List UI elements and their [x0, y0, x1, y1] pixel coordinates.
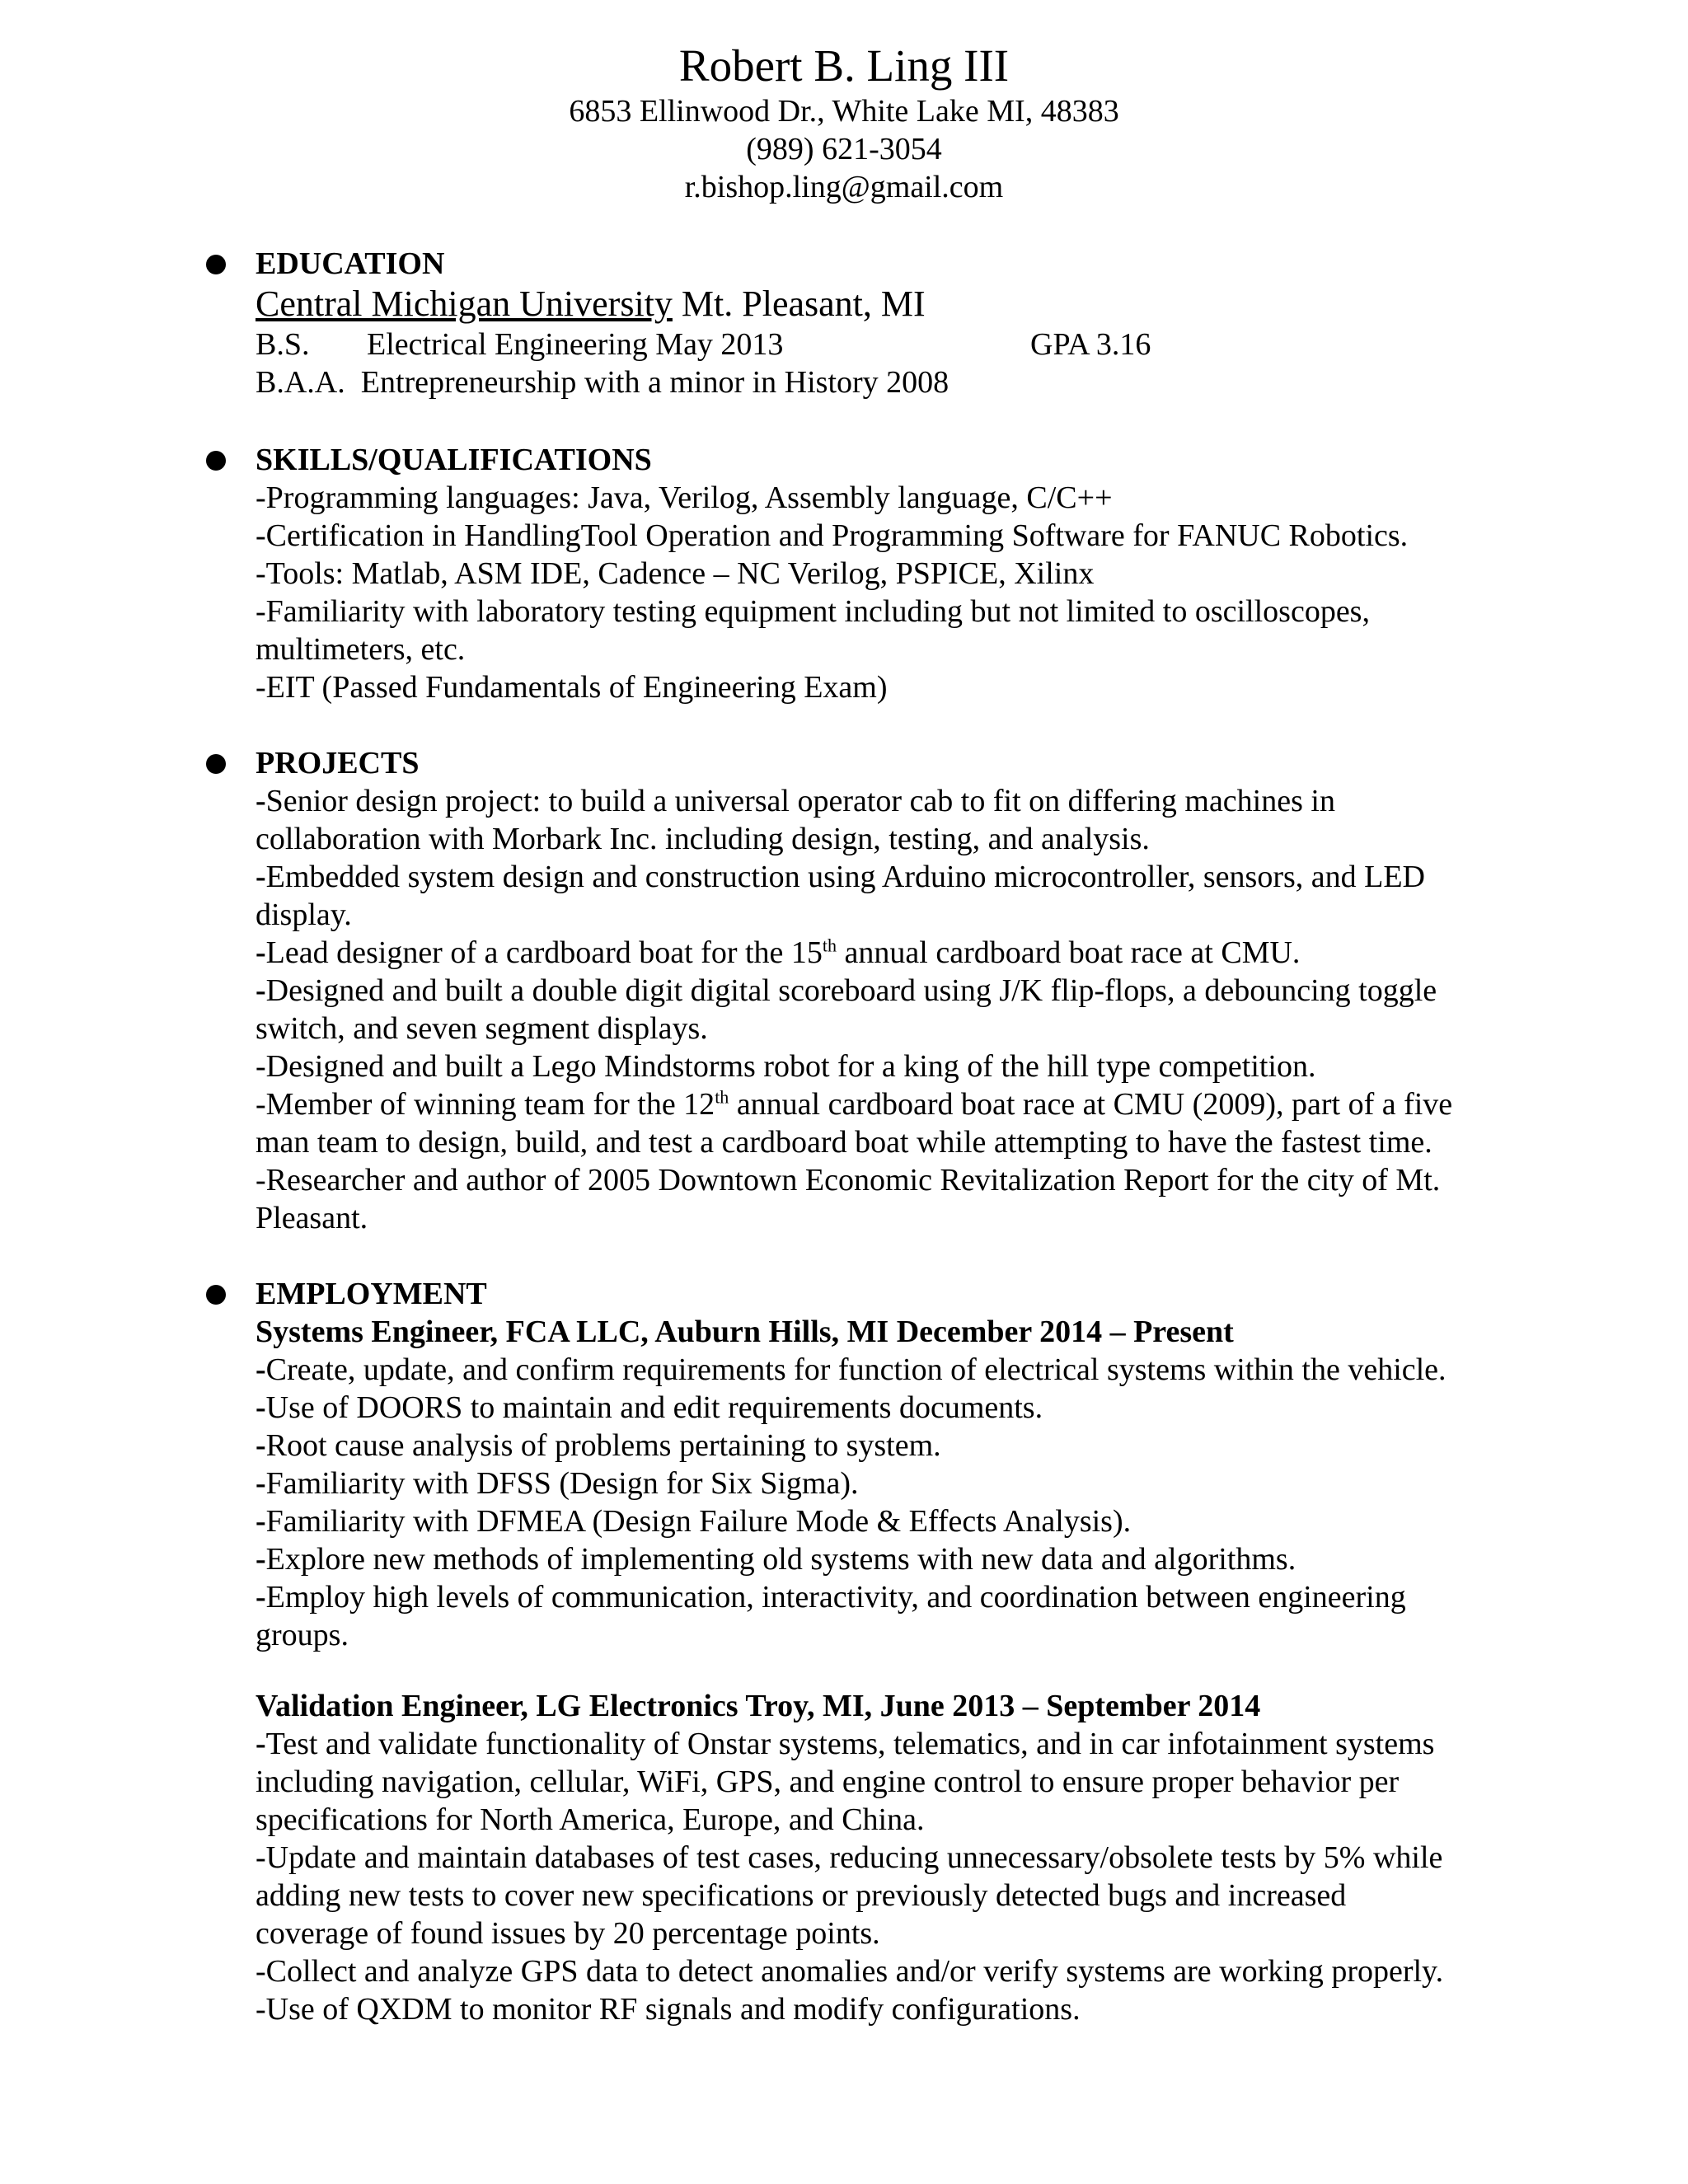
list-item: -Lead designer of a cardboard boat for the 15th annual cardboard boat race at CMU.	[256, 935, 1301, 970]
projects-section	[206, 744, 1525, 1237]
list-item: -Programming languages: Java, Verilog, Assembly language, C/C++	[256, 480, 1113, 515]
list-item: -Embedded system design and construction using Arduino microcontroller, sensors, and LED	[256, 860, 1425, 894]
list-item: -Familiarity with laboratory testing equipment including but not limited to oscilloscopes,	[256, 594, 1370, 629]
list-item: -Member of winning team for the 12th annual cardboard boat race at CMU (2009), part of a five	[256, 1086, 1453, 1122]
list-item: groups.	[256, 1618, 349, 1652]
address: 6853 Ellinwood Dr., White Lake MI, 48383	[569, 94, 1119, 129]
list-item: -Use of DOORS to maintain and edit requirements documents.	[256, 1390, 1043, 1425]
list-item: -Senior design project: to build a universal operator cab to fit on differing machines in	[256, 784, 1335, 818]
list-item: -Explore new methods of implementing old systems with new data and algorithms.	[256, 1542, 1296, 1577]
section-heading: SKILLS/QUALIFICATIONS	[256, 443, 652, 477]
list-item: -Familiarity with DFMEA (Design Failure Mode & Effects Analysis).	[256, 1504, 1132, 1539]
list-item: -Familiarity with DFSS (Design for Six Sigma).	[256, 1466, 859, 1501]
school-name: Central Michigan University	[256, 284, 673, 324]
list-item: -Tools: Matlab, ASM IDE, Cadence – NC Verilog, PSPICE, Xilinx	[256, 556, 1095, 591]
list-item: -Researcher and author of 2005 Downtown Economic Revitalization Report for the city of Mt.	[256, 1163, 1441, 1197]
gpa: GPA 3.16	[1030, 327, 1151, 362]
list-item: -Use of QXDM to monitor RF signals and modify configurations.	[256, 1992, 1081, 2027]
school-line	[256, 283, 1525, 326]
list-item: multimeters, etc.	[256, 632, 466, 667]
school-location: Mt. Pleasant, MI	[681, 284, 926, 324]
bullet-icon	[206, 255, 226, 274]
section-heading: EMPLOYMENT	[256, 1277, 487, 1311]
degree-row	[256, 363, 1525, 401]
email: r.bishop.ling@gmail.com	[684, 170, 1004, 204]
list-item: -EIT (Passed Fundamentals of Engineering Exam)	[256, 670, 888, 705]
phone: (989) 621-3054	[746, 132, 942, 166]
bullet-icon	[206, 451, 226, 471]
list-item: specifications for North America, Europe, and China.	[256, 1802, 925, 1837]
list-item: collaboration with Morbark Inc. including design, testing, and analysis.	[256, 822, 1150, 856]
list-item: -Test and validate functionality of Onstar systems, telematics, and in car infotainment systems	[256, 1727, 1435, 1761]
bullet-icon	[206, 754, 226, 774]
job-title: Validation Engineer, LG Electronics Troy, MI, June 2013 – September 2014	[256, 1689, 1261, 1723]
list-item: -Update and maintain databases of test cases, reducing unnecessary/obsolete tests by 5% while	[256, 1840, 1443, 1875]
list-item: switch, and seven segment displays.	[256, 1011, 708, 1046]
list-item: -Root cause analysis of problems pertaining to system.	[256, 1428, 941, 1463]
degree-field: Electrical Engineering May 2013	[367, 327, 784, 362]
bullet-icon	[206, 1285, 226, 1305]
list-item: man team to design, build, and test a cardboard boat while attempting to have the fastest time.	[256, 1125, 1432, 1160]
degree-field: Entrepreneurship with a minor in History 2008	[360, 365, 950, 400]
section-heading: EDUCATION	[256, 246, 445, 281]
list-item: coverage of found issues by 20 percentage points.	[256, 1916, 880, 1951]
list-item: -Designed and built a Lego Mindstorms robot for a king of the hill type competition.	[256, 1049, 1316, 1084]
education-section	[206, 245, 1525, 401]
list-item: -Employ high levels of communication, interactivity, and coordination between engineering	[256, 1580, 1406, 1615]
list-item: Pleasant.	[256, 1201, 368, 1235]
list-item: adding new tests to cover new specifications or previously detected bugs and increased	[256, 1878, 1347, 1913]
skills-section	[206, 441, 1525, 706]
resume-header	[0, 40, 1688, 206]
list-item: -Create, update, and confirm requirements for function of electrical systems within the vehicle.	[256, 1352, 1447, 1387]
degree-row	[256, 326, 1525, 363]
degree-abbr: B.A.A.	[256, 365, 345, 400]
list-item: -Certification in HandlingTool Operation and Programming Software for FANUC Robotics.	[256, 518, 1409, 553]
employment-section	[206, 1275, 1525, 2028]
list-item: display.	[256, 898, 352, 932]
list-item: -Collect and analyze GPS data to detect anomalies and/or verify systems are working properly.	[256, 1954, 1444, 1989]
list-item: -Designed and built a double digit digital scoreboard using J/K flip-flops, a debouncing toggle	[256, 973, 1437, 1008]
candidate-name: Robert B. Ling III	[678, 40, 1010, 91]
degree-abbr: B.S.	[256, 327, 310, 362]
list-item: including navigation, cellular, WiFi, GPS, and engine control to ensure proper behavior per	[256, 1765, 1400, 1799]
section-heading: PROJECTS	[256, 746, 420, 780]
job-title: Systems Engineer, FCA LLC, Auburn Hills, MI December 2014 – Present	[256, 1315, 1234, 1349]
